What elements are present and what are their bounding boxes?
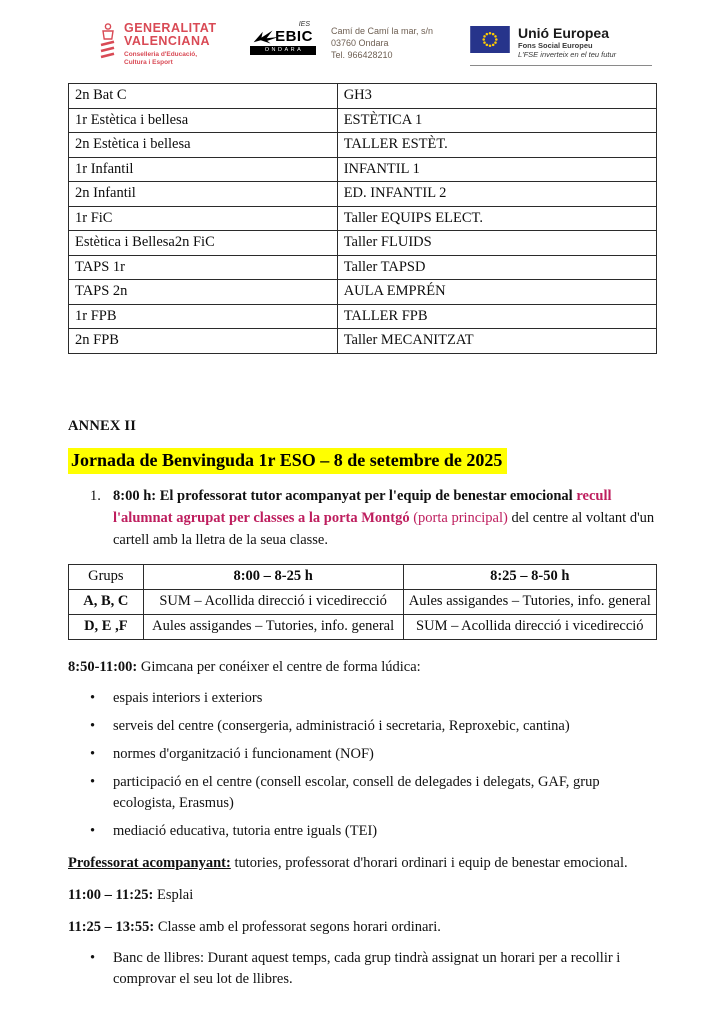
- list-item: • mediació educativa, tutoria entre iguals (TEI): [68, 821, 657, 842]
- eu-subtitle: Fons Social Europeu: [518, 41, 593, 50]
- numbered-item-1: [68, 485, 657, 551]
- eu-tagline: L'FSE inverteix en el teu futur: [518, 50, 617, 59]
- list-item: • participació en el centre (consell escolar, consell de delegades i delegats, GAF, grup ecologista, Erasmus): [68, 772, 657, 814]
- room-class-cell: 1r FPB: [69, 304, 338, 329]
- room-location-cell: INFANTIL 1: [337, 157, 656, 182]
- room-location-cell: Taller TAPSD: [337, 255, 656, 280]
- professorat-text: tutories, professorat d'horari ordinari i equip de benestar emocional.: [230, 854, 628, 871]
- gimcana-text: Gimcana per conéixer el centre de forma lúdica:: [137, 658, 421, 675]
- item-bold-red: recull l'alumnat agrupat per classes a la porta Montgó: [113, 487, 612, 526]
- esplai-text: Esplai: [153, 886, 194, 903]
- activity-cell: Aules assigandes – Tutories, info. general: [403, 589, 656, 614]
- table-row: [69, 589, 657, 614]
- table-row: [69, 157, 657, 182]
- address-line2: 03760 Ondara: [331, 38, 389, 48]
- document-content: [68, 0, 657, 997]
- table-row: [69, 206, 657, 231]
- table-row: [69, 108, 657, 133]
- gva-sub-line2: Cultura i Esport: [124, 58, 173, 66]
- table-row: [69, 280, 657, 305]
- room-class-cell: 1r FiC: [69, 206, 338, 231]
- room-class-cell: TAPS 2n: [69, 280, 338, 305]
- table-row: [69, 133, 657, 158]
- table-row: [69, 329, 657, 354]
- esplai-paragraph: [68, 885, 657, 906]
- room-location-cell: Taller EQUIPS ELECT.: [337, 206, 656, 231]
- classe-paragraph: [68, 917, 657, 938]
- main-title-wrap: [68, 448, 657, 474]
- room-location-cell: ESTÈTICA 1: [337, 108, 656, 133]
- list-item: • espais interiors i exteriors: [68, 688, 657, 709]
- address-line1: Camí de Camí la mar, s/n: [331, 26, 434, 36]
- table-row: [69, 614, 657, 639]
- rooms-table: [68, 83, 657, 354]
- activity-cell: SUM – Acollida direcció i vicedirecció: [143, 589, 403, 614]
- room-location-cell: Taller FLUIDS: [337, 231, 656, 256]
- list-item: • serveis del centre (consergeria, administració i secretaria, Reproxebic, cantina): [68, 716, 657, 737]
- xebic-city-bar: ONDARA: [250, 46, 316, 55]
- item-text: [113, 485, 657, 551]
- item-number: 1.: [90, 487, 101, 504]
- room-class-cell: 2n Infantil: [69, 182, 338, 207]
- esplai-time: 11:00 – 11:25:: [68, 886, 154, 903]
- room-class-cell: 1r Infantil: [69, 157, 338, 182]
- room-location-cell: Taller MECANITZAT: [337, 329, 656, 354]
- table-row: [69, 182, 657, 207]
- schedule-table: [68, 564, 657, 640]
- gva-sub-line1: Conselleria d'Educació,: [124, 51, 198, 58]
- page-title: Jornada de Benvinguda 1r ESO – 8 de setembre de 2025: [68, 448, 507, 474]
- room-class-cell: 2n FPB: [69, 329, 338, 354]
- room-class-cell: 1r Estètica i bellesa: [69, 108, 338, 133]
- room-location-cell: AULA EMPRÉN: [337, 280, 656, 305]
- item-red-regular: (porta principal): [413, 509, 508, 526]
- professorat-paragraph: [68, 853, 657, 874]
- room-location-cell: TALLER ESTÈT.: [337, 133, 656, 158]
- schedule-header-grups: Grups: [69, 564, 144, 589]
- schedule-header-slot2: 8:25 – 8-50 h: [403, 564, 656, 589]
- room-class-cell: 2n Bat C: [69, 84, 338, 109]
- gimcana-bullet-list: [68, 688, 657, 842]
- room-class-cell: Estètica i Bellesa2n FiC: [69, 231, 338, 256]
- table-row: [69, 231, 657, 256]
- item-rest: del centre al voltant d'un cartell amb la lletra de la seua classe.: [113, 509, 655, 548]
- table-row: [69, 84, 657, 109]
- room-location-cell: GH3: [337, 84, 656, 109]
- list-item: • Banc de llibres: Durant aquest temps, cada grup tindrà assignat un horari per a recollir i comprovar el seu lot de llibres.: [68, 948, 657, 990]
- gva-name-line1: GENERALITAT: [124, 21, 217, 35]
- xebic-ies-label: IES: [298, 21, 310, 28]
- final-bullet-list: [68, 948, 657, 990]
- xebic-name: EBIC: [275, 28, 313, 45]
- group-cell: A, B, C: [69, 589, 144, 614]
- classe-time: 11:25 – 13:55:: [68, 918, 155, 935]
- eu-title: Unió Europea: [518, 25, 610, 41]
- table-row: [69, 255, 657, 280]
- address-line3: Tel. 966428210: [331, 50, 393, 60]
- group-cell: D, E ,F: [69, 614, 144, 639]
- gva-name-line2: VALENCIANA: [124, 34, 211, 48]
- room-class-cell: TAPS 1r: [69, 255, 338, 280]
- classe-text: Classe amb el professorat segons horari ordinari.: [154, 918, 441, 935]
- room-class-cell: 2n Estètica i bellesa: [69, 133, 338, 158]
- item-bold-black: 8:00 h: El professorat tutor acompanyat per l'equip de benestar emocional: [113, 487, 577, 504]
- schedule-header-row: [69, 564, 657, 589]
- gimcana-time: 8:50-11:00:: [68, 658, 138, 675]
- gimcana-paragraph: [68, 657, 657, 678]
- room-location-cell: ED. INFANTIL 2: [337, 182, 656, 207]
- list-item: • normes d'organització i funcionament (NOF): [68, 744, 657, 765]
- activity-cell: Aules assigandes – Tutories, info. general: [143, 614, 403, 639]
- activity-cell: SUM – Acollida direcció i vicedirecció: [403, 614, 656, 639]
- table-row: [69, 304, 657, 329]
- room-location-cell: TALLER FPB: [337, 304, 656, 329]
- annex-heading: ANNEX II: [68, 417, 137, 434]
- professorat-label: Professorat acompanyant:: [68, 854, 231, 871]
- schedule-header-slot1: 8:00 – 8-25 h: [143, 564, 403, 589]
